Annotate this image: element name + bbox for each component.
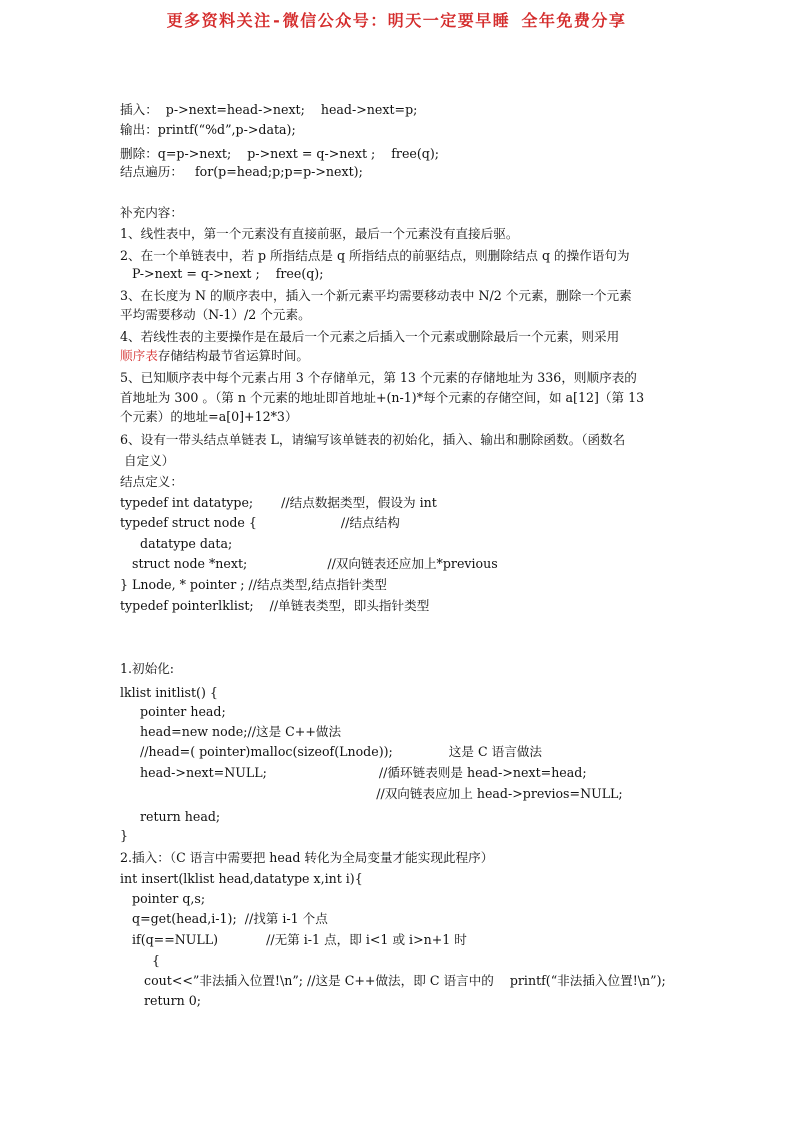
supplement-item-rest: 存储结构最节省运算时间。: [157, 348, 309, 363]
code-line: pointer head;: [120, 704, 226, 719]
code-line: lklist initlist() {: [120, 685, 218, 700]
init-heading: 1.初始化:: [120, 661, 175, 676]
insert-op-line: 插入： p->next=head->next; head->next=p;: [120, 102, 418, 117]
supplement-item: 6、设有一带头结点单链表 L，请编写该单链表的初始化，插入、输出和删除函数。（函数名: [120, 432, 626, 447]
struct-heading: 结点定义：: [120, 474, 183, 489]
code-line: q=get(head,i-1); //找第 i-1 个点: [120, 911, 328, 926]
code-line: } Lnode, * pointer ; //结点类型,结点指针类型: [120, 577, 387, 592]
supplement-item: 5、已知顺序表中每个元素占用 3 个存储单元，第 13 个元素的存储地址为 336，则顺序表的: [120, 370, 637, 385]
code-line: head->next=NULL; //循环链表则是 head->next=head;: [120, 765, 587, 780]
code-line: //双向链表应加上 head->previos=NULL;: [120, 786, 623, 801]
code-line: typedef pointerlklist; //单链表类型，即头指针类型: [120, 598, 430, 613]
supplement-item: 首地址为 300 。（第 n 个元素的地址即首地址+(n-1)*每个元素的存储空间，如 a[12]（第 13: [120, 390, 645, 405]
code-line: pointer q,s;: [120, 891, 206, 906]
output-op-line: 输出：printf(“%d”,p->data);: [120, 122, 296, 137]
code-line: datatype data;: [120, 536, 233, 551]
code-line: typedef int datatype; //结点数据类型，假设为 int: [120, 495, 437, 510]
supplement-item: 1、线性表中，第一个元素没有直接前驱，最后一个元素没有直接后驱。: [120, 226, 519, 241]
code-line: cout<<”非法插入位置!\n”; //这是 C++做法，即 C 语言中的 printf(“非法插入位置!\n”);: [120, 973, 666, 988]
highlight-term: 顺序表: [120, 348, 158, 363]
code-line: head=new node;//这是 C++做法: [120, 724, 342, 739]
code-line: struct node *next; //双向链表还应加上*previous: [120, 556, 498, 571]
code-line: int insert(lklist head,datatype x,int i){: [120, 871, 363, 886]
supplement-item: 平均需要移动（N-1）/2 个元素。: [120, 307, 311, 322]
supplement-item-with-highlight: [120, 347, 309, 365]
insert-heading: 2.插入：（C 语言中需要把 head 转化为全局变量才能实现此程序）: [120, 850, 494, 865]
code-line: //head=( pointer)malloc(sizeof(Lnode)); 这是 C 语言做法: [120, 744, 543, 759]
supplement-heading: 补充内容：: [120, 205, 183, 220]
supplement-item: 自定义）: [120, 453, 175, 468]
supplement-item: 4、若线性表的主要操作是在最后一个元素之后插入一个元素或删除最后一个元素，则采用: [120, 329, 620, 344]
page-banner: 更多资料关注-微信公众号：明天一定要早睡 全年免费分享: [166, 11, 627, 30]
code-line: return 0;: [120, 993, 202, 1008]
supplement-item: P->next = q->next ; free(q);: [120, 266, 324, 281]
supplement-item: 个元素）的地址=a[0]+12*3）: [120, 409, 298, 424]
delete-op-line: 删除：q=p->next; p->next = q->next ; free(q);: [120, 146, 439, 161]
code-line: {: [120, 953, 161, 968]
supplement-item: 2、在一个单链表中，若 p 所指结点是 q 所指结点的前驱结点，则删除结点 q 的操作语句为: [120, 248, 630, 263]
supplement-item: 3、在长度为 N 的顺序表中，插入一个新元素平均需要移动表中 N/2 个元素，删除一个元素: [120, 288, 632, 303]
code-line: return head;: [120, 809, 221, 824]
code-line: if(q==NULL) //无第 i-1 点，即 i<1 或 i>n+1 时: [120, 932, 467, 947]
code-line: typedef struct node { //结点结构: [120, 515, 400, 530]
traverse-op-line: 结点遍历： for(p=head;p;p=p->next);: [120, 164, 363, 179]
code-line: }: [120, 828, 129, 843]
